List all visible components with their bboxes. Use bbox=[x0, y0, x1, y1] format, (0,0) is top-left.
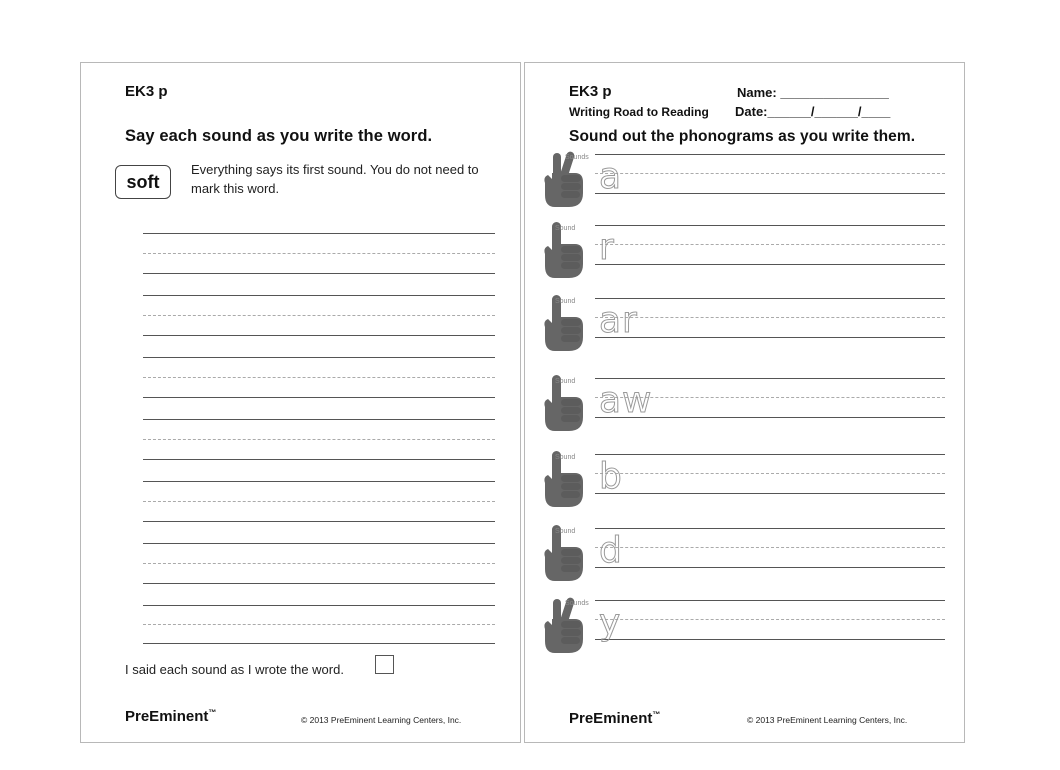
check-statement: I said each sound as I wrote the word. bbox=[125, 662, 344, 677]
solid-guide-line bbox=[595, 454, 945, 455]
solid-guide-line bbox=[595, 528, 945, 529]
solid-guide-line bbox=[143, 295, 495, 296]
date-field[interactable]: Date:______/______/____ bbox=[735, 104, 891, 119]
word-text: soft bbox=[126, 171, 160, 192]
solid-guide-line bbox=[595, 264, 945, 265]
solid-guide-line bbox=[143, 605, 495, 606]
instruction-text: Everything says its first sound. You do not need to mark this word. bbox=[191, 162, 479, 196]
copyright-text: © 2013 PreEminent Learning Centers, Inc. bbox=[301, 715, 462, 725]
hand-label: Sound bbox=[555, 454, 576, 461]
solid-guide-line bbox=[143, 335, 495, 336]
brand-logo: PreEminent™ bbox=[125, 708, 217, 725]
dashed-guide-line bbox=[143, 624, 495, 625]
right-worksheet-page bbox=[524, 62, 965, 743]
name-field[interactable]: Name: _______________ bbox=[737, 85, 889, 100]
dashed-guide-line bbox=[143, 377, 495, 378]
dashed-guide-line bbox=[143, 563, 495, 564]
confirm-checkbox[interactable] bbox=[375, 655, 394, 674]
dashed-guide-line bbox=[595, 244, 945, 245]
solid-guide-line bbox=[143, 233, 495, 234]
solid-guide-line bbox=[595, 154, 945, 155]
hand-label: Sound bbox=[555, 298, 576, 305]
solid-guide-line bbox=[595, 493, 945, 494]
traceable-phonogram: b bbox=[599, 456, 623, 497]
solid-guide-line bbox=[143, 643, 495, 644]
hand-label: Sounds bbox=[565, 600, 589, 607]
subtitle: Writing Road to Reading bbox=[569, 105, 709, 119]
dashed-guide-line bbox=[143, 315, 495, 316]
dashed-guide-line bbox=[143, 253, 495, 254]
solid-guide-line bbox=[143, 357, 495, 358]
solid-guide-line bbox=[595, 378, 945, 379]
word-box bbox=[115, 165, 171, 199]
dashed-guide-line bbox=[143, 439, 495, 440]
copyright-text: © 2013 PreEminent Learning Centers, Inc. bbox=[747, 715, 908, 725]
page-code: EK3 p bbox=[125, 83, 168, 100]
solid-guide-line bbox=[143, 273, 495, 274]
dashed-guide-line bbox=[595, 619, 945, 620]
page-code: EK3 p bbox=[569, 83, 612, 100]
dashed-guide-line bbox=[595, 173, 945, 174]
hand-label: Sound bbox=[555, 528, 576, 535]
solid-guide-line bbox=[143, 397, 495, 398]
worksheet-heading: Say each sound as you write the word. bbox=[125, 127, 433, 145]
solid-guide-line bbox=[595, 225, 945, 226]
solid-guide-line bbox=[143, 419, 495, 420]
traceable-phonogram: r bbox=[599, 227, 615, 268]
solid-guide-line bbox=[143, 481, 495, 482]
solid-guide-line bbox=[595, 600, 945, 601]
dashed-guide-line bbox=[143, 501, 495, 502]
dashed-guide-line bbox=[595, 317, 945, 318]
hand-label: Sound bbox=[555, 225, 576, 232]
traceable-phonogram: aw bbox=[599, 380, 653, 421]
traceable-phonogram: ar bbox=[599, 300, 638, 341]
hand-label: Sound bbox=[555, 378, 576, 385]
solid-guide-line bbox=[143, 583, 495, 584]
solid-guide-line bbox=[595, 567, 945, 568]
solid-guide-line bbox=[143, 459, 495, 460]
dashed-guide-line bbox=[595, 473, 945, 474]
solid-guide-line bbox=[143, 543, 495, 544]
traceable-phonogram: d bbox=[599, 530, 623, 571]
traceable-phonogram: y bbox=[599, 602, 622, 643]
solid-guide-line bbox=[595, 193, 945, 194]
left-worksheet-page bbox=[80, 62, 521, 743]
brand-logo: PreEminent™ bbox=[569, 710, 661, 727]
solid-guide-line bbox=[595, 639, 945, 640]
hand-label: Sounds bbox=[565, 154, 589, 161]
solid-guide-line bbox=[143, 521, 495, 522]
dashed-guide-line bbox=[595, 547, 945, 548]
solid-guide-line bbox=[595, 298, 945, 299]
worksheet-heading: Sound out the phonograms as you write them. bbox=[569, 128, 916, 145]
solid-guide-line bbox=[595, 337, 945, 338]
traceable-phonogram: a bbox=[599, 156, 623, 197]
